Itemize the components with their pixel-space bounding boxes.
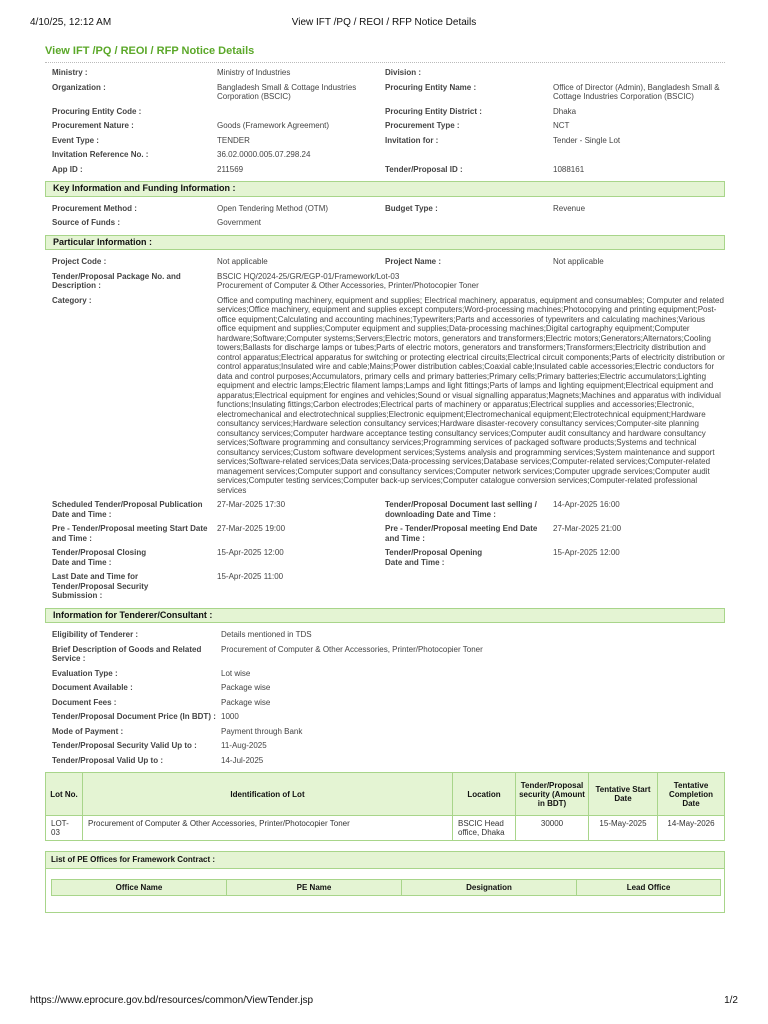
price-label: Tender/Proposal Document Price (In BDT) : xyxy=(52,712,216,721)
payment-value: Payment through Bank xyxy=(221,726,303,736)
sec-valid-label: Tender/Proposal Security Valid Up to : xyxy=(52,741,197,750)
lot-col-security: Tender/Proposal security (Amount in BDT) xyxy=(516,773,589,816)
payment-label: Mode of Payment : xyxy=(52,726,124,736)
opening-label-a: Tender/Proposal Opening xyxy=(385,548,483,557)
category-value: Office and computing machinery, equipment and supplies; Electrical machinery, apparatus, equipment and consumables; Computer and related services;Office machinery, equipment and supplies except computers;Word-processing machines;Photocopying and printing equipment;Post-office equipment;Calculating and accounting machines;Typewriters;Parts and accessories of typewriters and calculating machines;Various office equipment and supplies;Computer equipment and supplies;Data-processing machines;Digital cartography equipment;Computer hardware;Software;Computer systems;Servers;Electric motors, generators and transformers;Electric motors;Generators;Alternators;Cooling towers;Ballasts for discharge lamps or tubes;Parts of electric motors, generators and transformers;Transformers;Electricity distribution and control apparatus;Electrical apparatus for switching or protecting electrical circuits;Electrical circuit components;Parts of electricity distribution or control apparatus;Insulated wire and cable;Mains;Power distribution cables;Coaxial cable;Insulated cable accessories;Electric conductors for data and control purposes;Accumulators, primary cells and primary batteries;Primary cells;Primary batteries;Electric accumulators;Lighting equipment and electric lamps;Electric filament lamps;Lamps and light fittings;Parts of lamps and lighting equipment;Electrical equipment and apparatus;Electrical equipment for engines and vehicles;Sound or visual signalling apparatus;Magnets;Machines and apparatus with individual functions;Insulating fittings;Carbon electrodes;Electrical parts of machinery or apparatus;Electrical supplies and accessories;Electronic, electromechanical and electrotechnical supplies;Electronic equipment;Electromechanical equipment;Electrotechnical equipment;Hardware consultancy services;Hardware selection consultancy services;Hardware disaster-recovery consultancy services;Computer-site planning consultancy services;Computer hardware acceptance testing consultancy services;Computer audit consultancy and hardware consultancy services;Software programming and consultancy services;Programming services of packaged software products;Systems and technical consultancy services;Custom software development services;Systems analysis and programming services;System maintenance and support services;Software-related services;Data services;Data-processing services;Database services;Computer-related services;Computer-related management services;Computer support and consultancy services;Computer network services;Computer upgrade services;Computer audit services;Computer testing services;Computer back-up services;Computer catalogue conversion services;Computer-related professional services xyxy=(217,295,725,495)
opening-label-b: Date and Time : xyxy=(385,557,445,567)
row-publication xyxy=(45,498,725,522)
row-package xyxy=(45,270,725,294)
row-event xyxy=(45,134,725,149)
closing-label-b: Date and Time : xyxy=(52,557,112,567)
ref-value: 36.02.0000.005.07.298.24 xyxy=(217,150,311,159)
print-doc-title: View IFT /PQ / REOI / RFP Notice Details xyxy=(291,17,477,28)
pre-end-label: Pre - Tender/Proposal meeting End Date and Time : xyxy=(385,524,538,543)
title-divider xyxy=(45,62,725,63)
pe-name-value: Office of Director (Admin), Bangladesh Small & Cottage Industries Corporation (BSCIC) xyxy=(553,82,720,101)
method-value: Open Tendering Method (OTM) xyxy=(217,203,329,213)
lot-col-completion: Tentative Completion Date xyxy=(658,773,725,816)
eval-label: Evaluation Type : xyxy=(52,668,118,678)
row-ministry xyxy=(45,66,725,81)
row-organization xyxy=(45,81,725,105)
pe-code-value xyxy=(213,107,381,117)
closing-label-a: Tender/Proposal Closing xyxy=(52,548,147,557)
invitation-label: Invitation for : xyxy=(385,135,439,145)
lot-col-location: Location xyxy=(453,773,516,816)
lot-table-header xyxy=(46,773,725,816)
lot-no-cell: LOT-03 xyxy=(46,816,83,841)
event-label: Event Type : xyxy=(52,135,99,145)
pub-label: Scheduled Tender/Proposal Publication Date and Time : xyxy=(52,500,203,519)
lot-start-cell: 15-May-2025 xyxy=(589,816,658,841)
security-label: Last Date and Time for Tender/Proposal Security Submission : xyxy=(52,572,149,600)
row-doc-fees xyxy=(45,696,725,711)
app-value: 211569 xyxy=(217,164,244,174)
event-value: TENDER xyxy=(217,135,250,145)
project-code-value: Not applicable xyxy=(217,257,268,266)
row-valid xyxy=(45,754,725,769)
notice-details xyxy=(45,66,725,913)
tender-id-label: Tender/Proposal ID : xyxy=(385,164,463,174)
package-desc: Procurement of Computer & Other Accessories, Printer/Photocopier Toner xyxy=(217,281,479,290)
doc-avail-value: Package wise xyxy=(221,683,271,692)
closing-value: 15-Apr-2025 12:00 xyxy=(217,548,284,557)
ptype-label: Procurement Type : xyxy=(385,121,460,130)
table-row xyxy=(46,816,725,841)
invitation-value: Tender - Single Lot xyxy=(553,135,621,145)
price-value: 1000 xyxy=(221,712,239,721)
doc-fees-value: Package wise xyxy=(221,697,271,707)
row-pre-meeting xyxy=(45,522,725,546)
pe-col-office-name: Office Name xyxy=(52,879,227,896)
row-security-submission xyxy=(45,570,725,604)
category-label: Category : xyxy=(52,295,92,305)
security-value: 15-Apr-2025 11:00 xyxy=(217,572,284,581)
pe-code-label: Procuring Entity Code : xyxy=(52,106,142,116)
package-label: Tender/Proposal Package No. and Description : xyxy=(52,271,181,290)
row-payment xyxy=(45,725,725,740)
app-label: App ID : xyxy=(52,164,83,174)
lot-identification-cell: Procurement of Computer & Other Accessories, Printer/Photocopier Toner xyxy=(83,816,453,841)
doc-avail-label: Document Available : xyxy=(52,683,133,692)
row-eval xyxy=(45,667,725,682)
print-page-number: 1/2 xyxy=(724,995,738,1006)
eval-value: Lot wise xyxy=(221,668,251,678)
lot-security-cell: 30000 xyxy=(516,816,589,841)
pe-col-designation: Designation xyxy=(402,879,577,896)
method-label: Procurement Method : xyxy=(52,203,137,213)
project-code-label: Project Code : xyxy=(52,257,107,266)
brief-label: Brief Description of Goods and Related Service : xyxy=(52,644,202,663)
division-value xyxy=(549,68,725,78)
row-nature xyxy=(45,119,725,134)
row-closing-opening xyxy=(45,546,725,570)
opening-value: 15-Apr-2025 12:00 xyxy=(553,548,620,557)
row-category xyxy=(45,294,725,499)
pe-offices-box xyxy=(45,851,725,913)
row-project xyxy=(45,255,725,270)
valid-label: Tender/Proposal Valid Up to : xyxy=(52,755,163,765)
row-funds xyxy=(45,216,725,231)
pe-col-lead-office: Lead Office xyxy=(577,879,721,896)
row-pe-code xyxy=(45,105,725,120)
nature-value: Goods (Framework Agreement) xyxy=(217,121,330,130)
section-key-info: Key Information and Funding Information : xyxy=(45,181,725,197)
row-eligibility xyxy=(45,628,725,643)
organization-label: Organization : xyxy=(52,82,106,92)
ministry-label: Ministry : xyxy=(52,68,88,77)
ref-label: Invitation Reference No. : xyxy=(52,150,149,159)
pe-offices-table-header xyxy=(52,879,721,896)
tender-id-value: 1088161 xyxy=(553,164,585,174)
pre-start-value: 27-Mar-2025 19:00 xyxy=(217,524,286,533)
pe-district-value: Dhaka xyxy=(553,106,577,116)
print-url: https://www.eprocure.gov.bd/resources/common/ViewTender.jsp xyxy=(30,995,314,1006)
doc-sell-label-a: Tender/Proposal Document last selling / xyxy=(385,500,537,509)
pe-district-label: Procuring Entity District : xyxy=(385,106,482,116)
eligibility-value: Details mentioned in TDS xyxy=(221,630,312,639)
print-datetime: 4/10/25, 12:12 AM xyxy=(30,17,112,28)
pe-name-label: Procuring Entity Name : xyxy=(385,82,477,92)
division-label: Division : xyxy=(385,68,422,77)
project-name-label: Project Name : xyxy=(385,257,442,266)
row-doc-avail xyxy=(45,681,725,696)
organization-value: Bangladesh Small & Cottage Industries Corporation (BSCIC) xyxy=(217,82,357,101)
doc-sell-label-b: downloading Date and Time : xyxy=(385,509,496,519)
pe-offices-header: List of PE Offices for Framework Contract : xyxy=(46,852,724,869)
section-tenderer: Information for Tenderer/Consultant : xyxy=(45,608,725,624)
package-no: BSCIC HQ/2024-25/GR/EGP-01/Framework/Lot-03 xyxy=(217,271,400,281)
print-footer xyxy=(30,995,738,1006)
pub-value: 27-Mar-2025 17:30 xyxy=(217,500,286,509)
row-sec-valid xyxy=(45,739,725,754)
eligibility-label: Eligibility of Tenderer : xyxy=(52,630,139,639)
funds-value: Government xyxy=(217,218,262,227)
nature-label: Procurement Nature : xyxy=(52,121,134,130)
doc-sell-value: 14-Apr-2025 16:00 xyxy=(553,500,620,509)
sec-valid-value: 11-Aug-2025 xyxy=(221,741,267,750)
lot-col-no: Lot No. xyxy=(46,773,83,816)
brief-value: Procurement of Computer & Other Accessories, Printer/Photocopier Toner xyxy=(221,644,483,654)
doc-fees-label: Document Fees : xyxy=(52,697,117,707)
row-brief xyxy=(45,643,725,667)
valid-value: 14-Jul-2025 xyxy=(221,755,264,765)
lot-location-cell: BSCIC Head office, Dhaka xyxy=(453,816,516,841)
budget-label: Budget Type : xyxy=(385,203,438,213)
row-price xyxy=(45,710,725,725)
lot-table xyxy=(45,772,725,841)
lot-col-start: Tentative Start Date xyxy=(589,773,658,816)
row-app xyxy=(45,163,725,178)
pe-col-pe-name: PE Name xyxy=(227,879,402,896)
page-title: View IFT /PQ / REOI / RFP Notice Details xyxy=(45,45,255,57)
pre-start-label: Pre - Tender/Proposal meeting Start Date and Time : xyxy=(52,524,208,543)
pre-end-value: 27-Mar-2025 21:00 xyxy=(553,524,622,533)
row-ref xyxy=(45,148,725,163)
lot-col-identification: Identification of Lot xyxy=(83,773,453,816)
budget-value: Revenue xyxy=(553,203,586,213)
ministry-value: Ministry of Industries xyxy=(217,68,291,77)
pe-offices-table xyxy=(51,879,721,897)
project-name-value: Not applicable xyxy=(553,257,604,266)
row-method xyxy=(45,202,725,217)
ptype-value: NCT xyxy=(553,121,570,130)
lot-completion-cell: 14-May-2026 xyxy=(658,816,725,841)
funds-label: Source of Funds : xyxy=(52,218,120,227)
section-particular: Particular Information : xyxy=(45,235,725,251)
